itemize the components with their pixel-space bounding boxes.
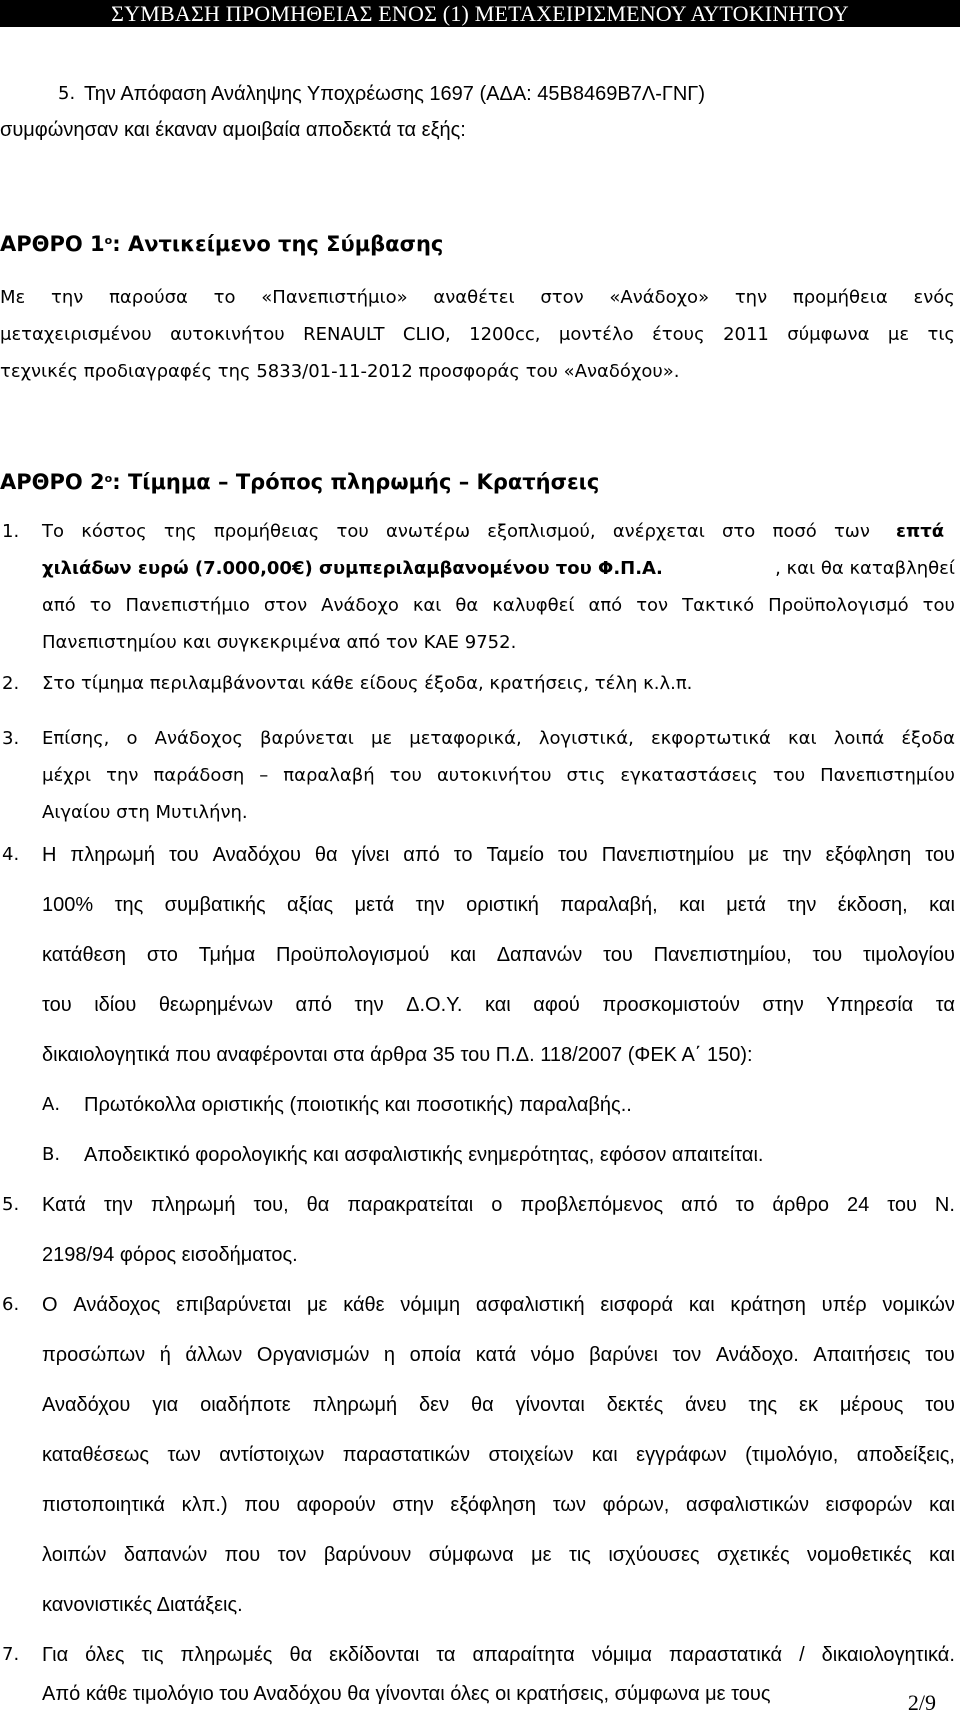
word: θα xyxy=(306,1194,330,1216)
item-3-line-3: Αιγαίου στη Μυτιλήνη. xyxy=(42,802,248,823)
article-2-heading: ΑΡΘΡΟ $2^o$: Τίμημα – Τρόπος πληρωμής – Κρατήσεις xyxy=(0,470,600,494)
article-1-line-1 xyxy=(0,286,955,310)
word: μέχρι xyxy=(42,765,92,786)
word: μοντέλο xyxy=(558,324,634,345)
word: / xyxy=(799,1644,805,1666)
word: πιστοποιητικά xyxy=(42,1494,165,1516)
word: Ανάδοχο. xyxy=(715,1344,799,1366)
word: εξόφληση xyxy=(450,1494,537,1516)
word: πληρωμές xyxy=(180,1644,273,1666)
word: ανέρχεται xyxy=(612,521,705,542)
word: στοιχείων xyxy=(488,1444,574,1466)
word: του xyxy=(42,994,72,1016)
word: στις xyxy=(566,765,606,786)
word: εξόφληση xyxy=(825,844,912,866)
word: ενός xyxy=(913,287,955,308)
word: 100% xyxy=(42,894,94,916)
item-6-line-4 xyxy=(42,1443,955,1467)
word: ασφαλιστική xyxy=(475,1294,585,1316)
word: της xyxy=(114,894,144,916)
word: ιδίου xyxy=(94,994,137,1016)
word: τον xyxy=(636,595,669,616)
word: Ν. xyxy=(934,1194,955,1216)
word: οποία xyxy=(409,1344,462,1366)
word: «Πανεπιστήμιο» xyxy=(261,287,408,308)
word: αφορούν xyxy=(296,1494,376,1516)
word: Επίσης, xyxy=(42,728,110,749)
item-6-line-7: κανονιστικές Διατάξεις. xyxy=(42,1594,243,1616)
word: του xyxy=(772,765,806,786)
word: θα xyxy=(314,844,338,866)
word: – xyxy=(259,765,269,786)
word: με xyxy=(748,844,769,866)
word: τον xyxy=(672,1344,702,1366)
word: την xyxy=(51,287,84,308)
word: του xyxy=(168,844,199,866)
word: και xyxy=(412,595,442,616)
word: Ανάδοχος xyxy=(154,728,243,749)
item-7-line-2: Από κάθε τιμολόγιο του Αναδόχου θα γίνονται όλες οι κρατήσεις, σύμφωνα με τους xyxy=(42,1683,771,1705)
word: τα xyxy=(436,1644,456,1666)
word: Απαιτήσεις xyxy=(813,1344,911,1366)
word: των xyxy=(167,1444,201,1466)
item-5-number: 5. xyxy=(2,1194,20,1215)
word: τις xyxy=(927,324,955,345)
word: υπέρ xyxy=(821,1294,867,1316)
item-4-number: 4. xyxy=(2,844,20,865)
word: που xyxy=(244,1494,280,1516)
word: το xyxy=(735,1194,755,1216)
word: όλες xyxy=(85,1644,125,1666)
word: Οργανισμών xyxy=(256,1344,370,1366)
word: αναθέτει xyxy=(433,287,515,308)
item-1-line-4: Πανεπιστημίου και συγκεκριμένα από τον ΚΑΕ 9752. xyxy=(42,632,517,653)
word: κλπ.) xyxy=(181,1494,228,1516)
word: δεκτές xyxy=(606,1394,664,1416)
word: εισφορών xyxy=(825,1494,913,1516)
item-1-line-1 xyxy=(42,520,870,544)
item-1-number: 1. xyxy=(2,521,20,542)
word: τα xyxy=(935,994,955,1016)
word: του xyxy=(925,1344,955,1366)
word: και xyxy=(688,1294,715,1316)
word: του xyxy=(603,944,633,966)
word: Προϋπολογισμού xyxy=(275,944,430,966)
word: και xyxy=(788,728,817,749)
word: των xyxy=(552,1494,586,1516)
word: καταθέσεως xyxy=(42,1444,150,1466)
word: το xyxy=(453,844,473,866)
word: τις xyxy=(141,1644,164,1666)
word: Για xyxy=(42,1644,69,1666)
word: ισχύουσες xyxy=(608,1544,700,1566)
word: στο xyxy=(722,521,756,542)
word: την xyxy=(106,765,139,786)
word: το xyxy=(89,595,112,616)
word: και xyxy=(929,1494,955,1516)
word: στην xyxy=(392,1494,434,1516)
intro-decision-text: Την Απόφαση Ανάληψης Υποχρέωσης 1697 (ΑΔΑ: 45Β8469Β7Λ-ΓΝΓ) xyxy=(84,83,705,105)
word: Πανεπιστημίου xyxy=(820,765,955,786)
word: την xyxy=(103,1194,133,1216)
word: Προϋπολογισμό xyxy=(768,595,909,616)
word: στο xyxy=(146,944,178,966)
word: από xyxy=(42,595,76,616)
item-6-line-3 xyxy=(42,1393,955,1417)
word: μετά xyxy=(354,894,395,916)
word: επιβαρύνεται xyxy=(176,1294,292,1316)
item-1-amount-word: επτά xyxy=(896,521,945,542)
word: κάθε xyxy=(343,1294,385,1316)
word: ο xyxy=(126,728,138,749)
word: Πανεπιστημίου xyxy=(601,844,735,866)
word: κράτηση xyxy=(730,1294,806,1316)
item-4-sub-a-text: Πρωτόκολλα οριστικής (ποιοτικής και ποσοτικής) παραλαβής.. xyxy=(84,1094,632,1116)
word: από xyxy=(588,595,623,616)
word: Δαπανών xyxy=(496,944,583,966)
word: θα xyxy=(471,1394,494,1416)
word: στον xyxy=(540,287,584,308)
word: Το xyxy=(42,521,65,542)
word: λοιπά xyxy=(833,728,885,749)
word: αφού xyxy=(533,994,580,1016)
word: και xyxy=(484,994,511,1016)
word: από xyxy=(295,994,333,1016)
word: πληρωμή xyxy=(70,844,155,866)
word: μεταφορικά, xyxy=(409,728,522,749)
word: Πανεπιστημίου, xyxy=(653,944,792,966)
word: «Ανάδοχο» xyxy=(609,287,710,308)
word: τον xyxy=(277,1544,307,1566)
word: Τμήμα xyxy=(198,944,256,966)
word: πληρωμή xyxy=(150,1194,236,1216)
word: με xyxy=(370,728,393,749)
word: έτους xyxy=(652,324,705,345)
word: τις xyxy=(568,1544,591,1566)
word: οριστική xyxy=(466,894,539,916)
word: παρακρατείται xyxy=(347,1194,474,1216)
word: Πανεπιστήμιο xyxy=(125,595,250,616)
word: βαρύνεται xyxy=(260,728,354,749)
word: θα xyxy=(289,1644,313,1666)
word: κόστος xyxy=(81,521,147,542)
word: εκφορτωτικά xyxy=(650,728,771,749)
word: και xyxy=(679,894,705,916)
word: την xyxy=(782,844,812,866)
word: και xyxy=(591,1444,618,1466)
word: μέρους xyxy=(839,1394,904,1416)
word: Ο xyxy=(42,1294,58,1316)
item-6-number: 6. xyxy=(2,1294,20,1315)
word: εξοπλισμού, xyxy=(487,521,596,542)
word: νόμιμη xyxy=(400,1294,461,1316)
page-number: 2/9 xyxy=(907,1690,936,1715)
word: Ανάδοχος xyxy=(73,1294,161,1316)
word: που xyxy=(224,1544,261,1566)
word: του xyxy=(336,521,369,542)
word: παραστατικά xyxy=(668,1644,783,1666)
word: εγκαταστάσεις xyxy=(620,765,758,786)
word: αυτοκινήτου xyxy=(436,765,552,786)
word: αποδείξεις, xyxy=(856,1444,955,1466)
word: ή xyxy=(159,1344,171,1366)
word: ο xyxy=(491,1194,503,1216)
word: Υπηρεσία xyxy=(826,994,914,1016)
article-1-line-2 xyxy=(0,323,955,347)
item-2-number: 2. xyxy=(2,673,20,694)
item-4-line-4 xyxy=(42,993,955,1017)
word: την xyxy=(415,894,445,916)
word: αξίας xyxy=(287,894,334,916)
word: γίνονται xyxy=(515,1394,585,1416)
word: την xyxy=(354,994,384,1016)
word: άλλων xyxy=(185,1344,243,1366)
word: 1200cc, xyxy=(469,324,541,345)
word: έξοδα xyxy=(901,728,955,749)
word: το xyxy=(213,287,236,308)
word: βαρύνει xyxy=(589,1344,658,1366)
word: από xyxy=(403,844,440,866)
word: και xyxy=(929,1544,955,1566)
item-3-line-2 xyxy=(42,764,955,788)
word: προμήθειας xyxy=(213,521,320,542)
word: Τακτικό xyxy=(682,595,755,616)
word: μετά xyxy=(726,894,766,916)
word: του, xyxy=(253,1194,289,1216)
item-5-line-2: 2198/94 φόρος εισοδήματος. xyxy=(42,1244,298,1266)
word: δικαιολογητικά. xyxy=(821,1644,955,1666)
word: προβλεπόμενος xyxy=(520,1194,664,1216)
word: των xyxy=(833,521,870,542)
item-4-line-5: δικαιολογητικά που αναφέρονται στα άρθρα 35 του Π.Δ. 118/2007 (ΦΕΚ Α΄ 150): xyxy=(42,1044,753,1066)
word: νομοθετικές xyxy=(807,1544,912,1566)
item-3-number: 3. xyxy=(2,728,20,749)
word: φόρων, xyxy=(602,1494,670,1516)
word: λοιπών xyxy=(42,1544,107,1566)
word: στον xyxy=(263,595,308,616)
word: Ανάδοχο xyxy=(321,595,399,616)
word: του xyxy=(922,595,955,616)
word: για xyxy=(152,1394,179,1416)
word: εκ xyxy=(799,1394,818,1416)
item-4-line-2 xyxy=(42,893,955,917)
word: εκδίδονται xyxy=(329,1644,420,1666)
word: με xyxy=(306,1294,328,1316)
word: του xyxy=(812,944,843,966)
word: έκδοση, xyxy=(837,894,908,916)
word: την xyxy=(787,894,817,916)
item-7-number: 7. xyxy=(2,1644,20,1665)
item-4-sub-b-text: Αποδεικτικό φορολογικής και ασφαλιστικής ενημερότητας, εφόσον απαιτείται. xyxy=(84,1144,764,1166)
word: ασφαλιστικών xyxy=(686,1494,809,1516)
word: παράδοση xyxy=(153,765,245,786)
word: παραλαβή xyxy=(283,765,375,786)
word: εισφορά xyxy=(600,1294,674,1316)
word: της xyxy=(748,1394,778,1416)
word: αυτοκινήτου xyxy=(170,324,285,345)
word: στην xyxy=(762,994,804,1016)
word: πληρωμή xyxy=(312,1394,398,1416)
item-6-line-2 xyxy=(42,1343,955,1367)
item-1-line-2: χιλιάδων ευρώ (7.000,00€) συμπεριλαμβανομένου του Φ.Π.Α. , και θα καταβληθεί xyxy=(42,558,955,579)
word: (τιμολόγιο, xyxy=(745,1444,839,1466)
word: Αναδόχου xyxy=(42,1394,131,1416)
item-7-line-1 xyxy=(42,1643,955,1667)
word: 2011 xyxy=(723,324,769,345)
item-6-line-1 xyxy=(42,1293,955,1317)
word: δαπανών xyxy=(123,1544,208,1566)
word: θεωρημένων xyxy=(158,994,274,1016)
word: RENAULT xyxy=(303,324,385,345)
item-4-line-1 xyxy=(42,843,955,867)
word: η xyxy=(383,1344,396,1366)
word: του xyxy=(887,1194,917,1216)
word: προμήθεια xyxy=(792,287,888,308)
word: Αναδόχου xyxy=(212,844,301,866)
word: νόμιμα xyxy=(591,1644,652,1666)
intro-item-number: 5. xyxy=(58,83,76,104)
word: γίνει xyxy=(351,844,390,866)
item-1-line-3 xyxy=(42,594,955,618)
word: Δ.Ο.Υ. xyxy=(406,994,463,1016)
word: ανωτέρω xyxy=(385,521,471,542)
word: άρθρο xyxy=(772,1194,829,1216)
word: σχετικές xyxy=(716,1544,790,1566)
item-6-line-6 xyxy=(42,1543,955,1567)
item-6-line-5 xyxy=(42,1493,955,1517)
word: Η xyxy=(42,844,57,866)
word: κατά xyxy=(475,1344,517,1366)
item-3-line-1 xyxy=(42,727,955,751)
article-1-line-3: τεχνικές προδιαγραφές της 5833/01-11-2012 προσφοράς του «Αναδόχου». xyxy=(0,361,680,382)
word: Κατά xyxy=(42,1194,86,1216)
word: τιμολογίου xyxy=(863,944,955,966)
word: με xyxy=(531,1544,552,1566)
word: Με xyxy=(0,287,26,308)
word: μεταχειρισμένου xyxy=(0,324,152,345)
word: δεν xyxy=(419,1394,450,1416)
item-4-line-3 xyxy=(42,943,955,967)
word: αντίστοιχων xyxy=(219,1444,325,1466)
word: λογιστικά, xyxy=(538,728,634,749)
word: βαρύνουν xyxy=(323,1544,412,1566)
word: οιαδήποτε xyxy=(200,1394,291,1416)
word: νόμο xyxy=(530,1344,575,1366)
word: της xyxy=(163,521,197,542)
item-4-sub-b-label: Β. xyxy=(42,1144,61,1165)
item-2-text: Στο τίμημα περιλαμβάνονται κάθε είδους έξοδα, κρατήσεις, τέλη κ.λ.π. xyxy=(42,673,693,694)
word: εγγράφων xyxy=(636,1444,727,1466)
word: κατάθεση xyxy=(42,944,127,966)
word: σύμφωνα xyxy=(428,1544,514,1566)
intro-agreed-text: συμφώνησαν και έκαναν αμοιβαία αποδεκτά τα εξής: xyxy=(0,119,466,141)
word: 24 xyxy=(846,1194,870,1216)
word: σύμφωνα xyxy=(787,324,870,345)
word: παραλαβή, xyxy=(560,894,658,916)
word: παραστατικών xyxy=(342,1444,470,1466)
word: καλυφθεί xyxy=(492,595,575,616)
word: θα xyxy=(455,595,479,616)
article-1-heading: ΑΡΘΡΟ $1^o$: Αντικείμενο της Σύμβασης xyxy=(0,232,444,256)
document-title: ΣΥΜΒΑΣΗ ΠΡΟΜΗΘΕΙΑΣ ΕΝΟΣ (1) ΜΕΤΑΧΕΙΡΙΣΜΕΝΟΥ ΑΥΤΟΚΙΝΗΤΟΥ xyxy=(111,1,849,26)
word: του xyxy=(389,765,422,786)
item-4-sub-a-label: Α. xyxy=(42,1094,61,1115)
word: CLIO, xyxy=(402,324,451,345)
word: προσώπων xyxy=(42,1344,146,1366)
word: του xyxy=(558,844,588,866)
word: και xyxy=(450,944,476,966)
word: ποσό xyxy=(772,521,817,542)
word: απαραίτητα xyxy=(472,1644,575,1666)
word: Ταμείο xyxy=(486,844,545,866)
word: την xyxy=(734,287,768,308)
word: νομικών xyxy=(882,1294,955,1316)
word: με xyxy=(887,324,910,345)
word: συμβατικής xyxy=(164,894,266,916)
word: και xyxy=(929,894,955,916)
word: του xyxy=(925,844,955,866)
word: άνευ xyxy=(685,1394,727,1416)
item-5-line-1 xyxy=(42,1193,955,1217)
word: από xyxy=(681,1194,718,1216)
word: παρούσα xyxy=(109,287,188,308)
word: του xyxy=(925,1394,955,1416)
word: προσκομιστούν xyxy=(602,994,740,1016)
